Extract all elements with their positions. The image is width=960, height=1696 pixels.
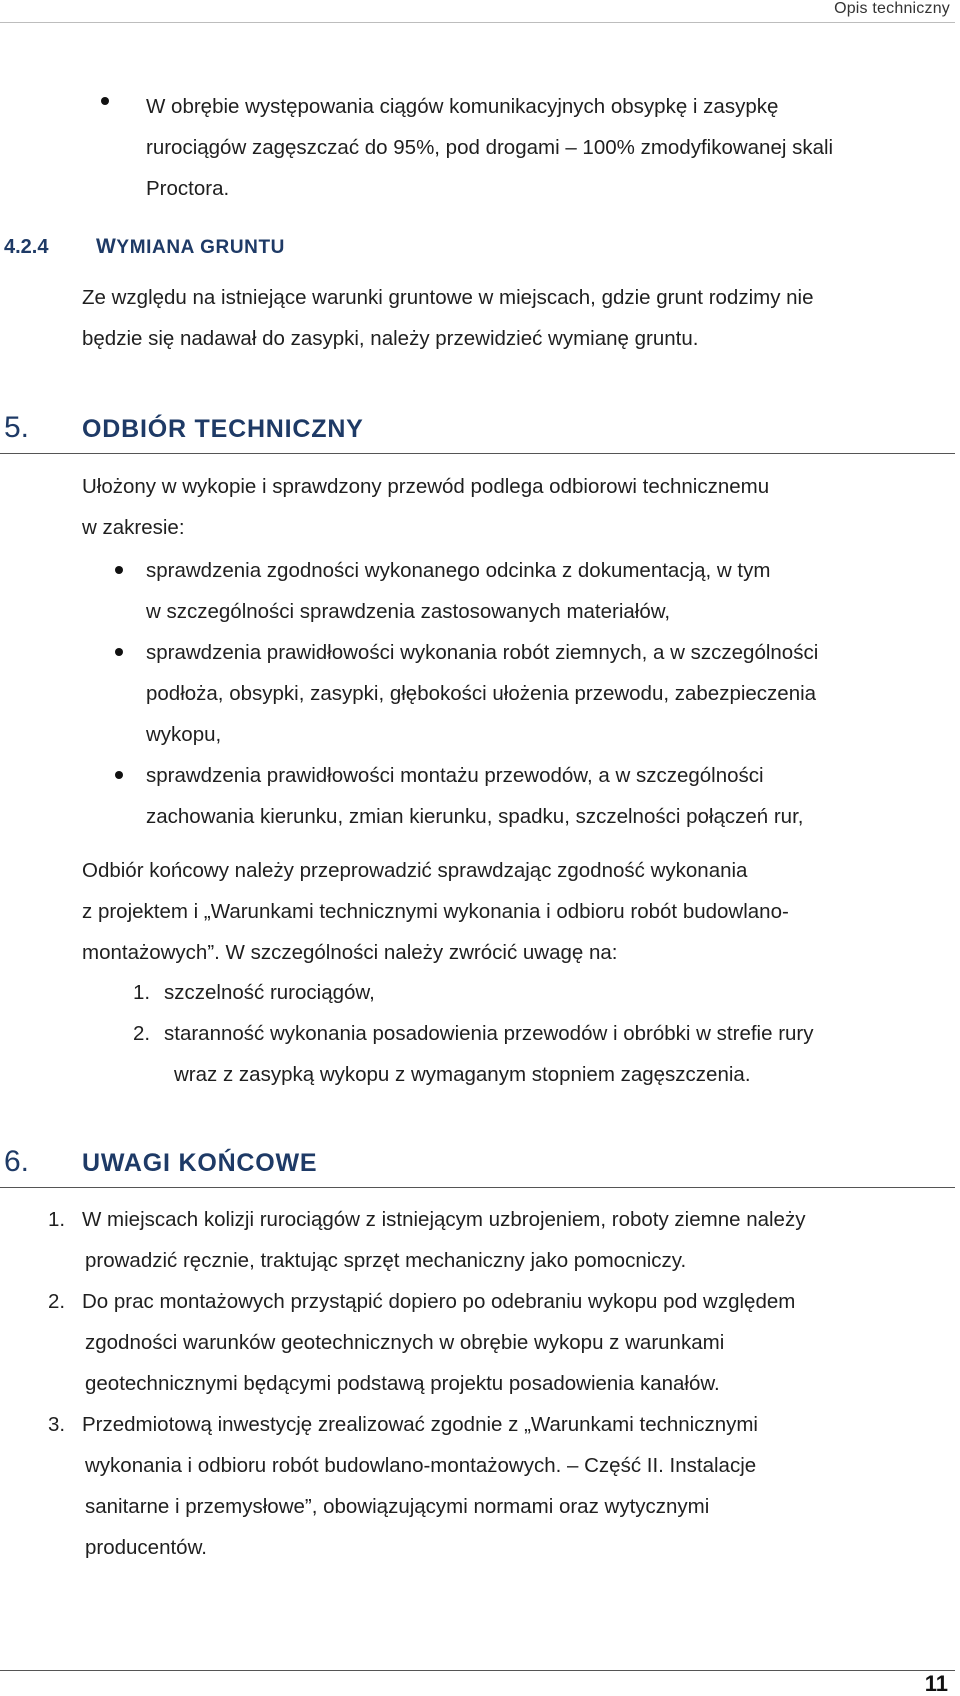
section-number: 6. — [4, 1145, 30, 1178]
list-item-line: sanitarne i przemysłowe”, obowiązującymi normami oraz wytycznymi — [85, 1495, 710, 1518]
list-item-line: szczelność rurociągów, — [164, 981, 375, 1004]
subsection-number: 4.2.4 — [4, 236, 49, 258]
bullet-marker — [101, 97, 109, 105]
subsection-title — [96, 232, 285, 263]
bullet-line: sprawdzenia prawidłowości montażu przewodów, a w szczególności — [146, 764, 764, 787]
bullet-line: sprawdzenia zgodności wykonanego odcinka z dokumentacją, w tym — [146, 559, 771, 582]
list-item-line: wykonania i odbioru robót budowlano-montażowych. – Część II. Instalacje — [85, 1454, 757, 1477]
list-item-line: W miejscach kolizji rurociągów z istniejącym uzbrojeniem, roboty ziemne należy — [82, 1208, 806, 1231]
intro-bullet-line: W obrębie występowania ciągów komunikacyjnych obsypkę i zasypkę — [146, 95, 779, 118]
subsection-title-rest: YMIANA GRUNTU — [116, 237, 286, 258]
list-number: 3. — [48, 1413, 66, 1436]
section-title: UWAGI KOŃCOWE — [82, 1149, 318, 1177]
bullet-marker — [115, 566, 123, 574]
section-rule — [0, 1187, 955, 1188]
bullet-line: zachowania kierunku, zmian kierunku, spadku, szczelności połączeń rur, — [146, 805, 804, 828]
paragraph-line: montażowych”. W szczególności należy zwrócić uwagę na: — [82, 941, 618, 964]
running-header: Opis techniczny — [834, 0, 950, 17]
list-item-line: producentów. — [85, 1536, 207, 1559]
intro-bullet-line: rurociągów zagęszczać do 95%, pod drogami – 100% zmodyfikowanej skali — [146, 136, 834, 159]
list-number: 2. — [133, 1022, 151, 1045]
intro-bullet-line: Proctora. — [146, 177, 230, 200]
list-item-line: zgodności warunków geotechnicznych w obrębie wykopu z warunkami — [85, 1331, 725, 1354]
paragraph-line: z projektem i „Warunkami technicznymi wykonania i odbioru robót budowlano- — [82, 900, 789, 923]
bullet-marker — [115, 648, 123, 656]
list-item-line: staranność wykonania posadowienia przewodów i obróbki w strefie rury — [164, 1022, 814, 1045]
paragraph-line: w zakresie: — [82, 516, 185, 539]
header-rule — [0, 22, 955, 23]
list-item-line: prowadzić ręcznie, traktując sprzęt mechaniczny jako pomocniczy. — [85, 1249, 687, 1272]
paragraph-line: będzie się nadawał do zasypki, należy przewidzieć wymianę gruntu. — [82, 327, 699, 350]
bullet-line: wykopu, — [146, 723, 222, 746]
list-number: 2. — [48, 1290, 66, 1313]
list-item-line: wraz z zasypką wykopu z wymaganym stopniem zagęszczenia. — [174, 1063, 751, 1086]
section-number: 5. — [4, 411, 30, 444]
subsection-title-initial: W — [96, 235, 117, 258]
paragraph-line: Odbiór końcowy należy przeprowadzić sprawdzając zgodność wykonania — [82, 859, 748, 882]
list-item-line: geotechnicznymi będącymi podstawą projektu posadowienia kanałów. — [85, 1372, 720, 1395]
list-item-line: Do prac montażowych przystąpić dopiero po odebraniu wykopu pod względem — [82, 1290, 796, 1313]
bullet-line: w szczególności sprawdzenia zastosowanych materiałów, — [146, 600, 671, 623]
page-number: 11 — [924, 1671, 948, 1696]
bullet-line: podłoża, obsypki, zasypki, głębokości ułożenia przewodu, zabezpieczenia — [146, 682, 817, 705]
bullet-marker — [115, 771, 123, 779]
footer-rule — [0, 1670, 955, 1671]
paragraph-line: Ze względu na istniejące warunki gruntowe w miejscach, gdzie grunt rodzimy nie — [82, 286, 814, 309]
section-rule — [0, 453, 955, 454]
list-number: 1. — [48, 1208, 66, 1231]
section-title: ODBIÓR TECHNICZNY — [82, 415, 364, 443]
bullet-line: sprawdzenia prawidłowości wykonania robót ziemnych, a w szczególności — [146, 641, 819, 664]
list-item-line: Przedmiotową inwestycję zrealizować zgodnie z „Warunkami technicznymi — [82, 1413, 758, 1436]
list-number: 1. — [133, 981, 151, 1004]
paragraph-line: Ułożony w wykopie i sprawdzony przewód podlega odbiorowi technicznemu — [82, 475, 770, 498]
